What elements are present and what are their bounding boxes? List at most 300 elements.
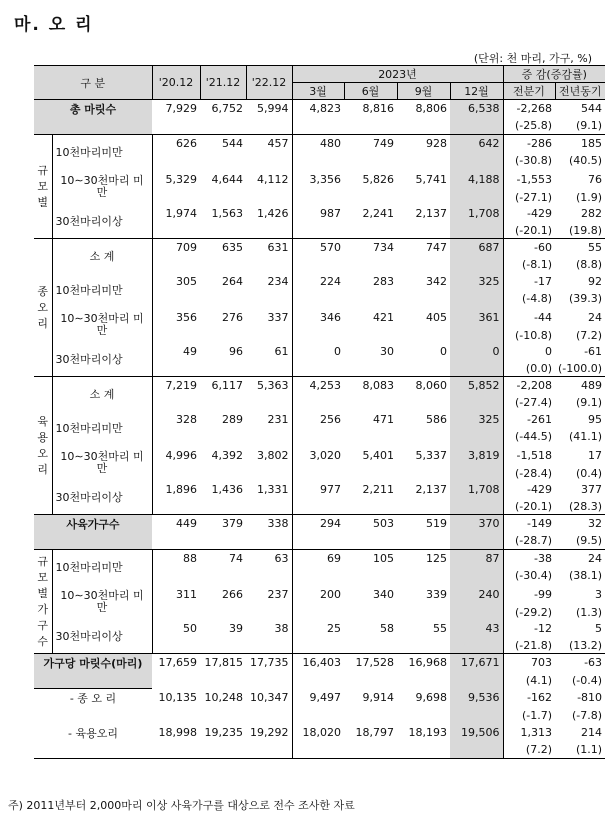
- empty-cell: [344, 638, 397, 654]
- empty-cell: [152, 568, 200, 584]
- value-cell: -38: [503, 550, 555, 568]
- empty-cell: [292, 672, 344, 689]
- value-cell: -149: [503, 515, 555, 533]
- value-dec-cell: 87: [450, 550, 503, 568]
- table-row: [34, 584, 605, 606]
- empty-cell: [397, 395, 450, 411]
- empty-cell: [450, 291, 503, 307]
- row-label: 30천마리이상: [52, 481, 152, 515]
- empty-cell: [292, 429, 344, 445]
- empty-cell: [344, 742, 397, 759]
- value-cell: 1,563: [211, 207, 243, 220]
- rate-cell: (9.5): [575, 534, 603, 548]
- value-cell: 503: [344, 515, 397, 533]
- rate-cell: (-44.5): [503, 429, 555, 445]
- value-cell: 342: [426, 275, 447, 288]
- row-label: 30천마리이상: [52, 620, 152, 654]
- value-cell: 92: [588, 275, 603, 288]
- value-cell: 18,797: [355, 726, 394, 739]
- row-label: 소 계: [52, 239, 152, 273]
- empty-cell: [246, 499, 292, 515]
- rate-cell: (13.2): [555, 638, 605, 654]
- rate-cell: (-4.8): [503, 291, 555, 307]
- header-c2212: '22.12: [246, 66, 292, 100]
- empty-cell: [292, 291, 344, 307]
- value-dec-cell: 240: [450, 584, 503, 606]
- empty-cell: [246, 533, 292, 550]
- row-label-pad: [34, 118, 152, 135]
- value-cell: 544: [555, 100, 605, 118]
- empty-cell: [344, 361, 397, 377]
- rate-cell: (-27.1): [503, 191, 555, 205]
- value-cell: 256: [320, 413, 341, 426]
- value-dec-cell: 1,708: [450, 205, 503, 223]
- value-cell: 9,914: [362, 691, 394, 704]
- value-cell: 305: [176, 275, 197, 288]
- empty-cell: [246, 257, 292, 273]
- empty-cell: [397, 568, 450, 584]
- table-row: [34, 239, 605, 257]
- empty-cell: [292, 361, 344, 377]
- table-row-rate: [34, 707, 605, 724]
- value-cell: 3,802: [246, 445, 292, 467]
- empty-cell: [200, 533, 246, 550]
- table-row: [34, 169, 605, 191]
- value-cell: 449: [152, 515, 200, 533]
- value-cell: -429: [503, 205, 555, 223]
- rate-cell: (-20.1): [503, 223, 555, 239]
- empty-cell: [344, 568, 397, 584]
- empty-cell: [246, 606, 292, 620]
- empty-cell: [344, 118, 397, 135]
- table-row-rate: [34, 118, 605, 135]
- empty-cell: [344, 291, 397, 307]
- rate-cell: (-29.2): [503, 606, 555, 620]
- value-dec-cell: 19,506: [450, 724, 503, 742]
- rate-cell: (-0.4): [572, 673, 603, 687]
- empty-cell: [397, 191, 450, 205]
- value-cell: 338: [246, 515, 292, 533]
- empty-cell: [397, 672, 450, 689]
- header-gubun: 구 분: [34, 66, 152, 100]
- row-label: 10천마리미만: [52, 135, 152, 169]
- empty-cell: [344, 429, 397, 445]
- empty-cell: [397, 533, 450, 550]
- rate-cell: (9.1): [575, 119, 603, 133]
- value-cell: 4,996: [165, 449, 197, 462]
- empty-cell: [200, 361, 246, 377]
- empty-cell: [397, 429, 450, 445]
- value-cell: 38: [246, 620, 292, 638]
- empty-cell: [292, 257, 344, 273]
- value-cell: 421: [373, 311, 394, 324]
- empty-cell: [344, 707, 397, 724]
- value-cell: 63: [246, 550, 292, 568]
- table-row: [34, 307, 605, 329]
- empty-cell: [246, 361, 292, 377]
- empty-cell: [344, 395, 397, 411]
- value-cell: 5: [595, 622, 603, 635]
- empty-cell: [397, 223, 450, 239]
- value-cell: 8,083: [344, 377, 397, 395]
- value-cell: -60: [503, 239, 555, 257]
- empty-cell: [450, 672, 503, 689]
- empty-cell: [152, 606, 200, 620]
- empty-cell: [200, 329, 246, 343]
- header-m9: 9월: [397, 83, 450, 100]
- empty-cell: [200, 568, 246, 584]
- table-row: [34, 689, 605, 707]
- empty-cell: [200, 395, 246, 411]
- empty-cell: [450, 606, 503, 620]
- table-row: [34, 724, 605, 742]
- group-label: 규모별 가구수: [34, 550, 52, 654]
- empty-cell: [450, 568, 503, 584]
- value-cell: 125: [397, 550, 450, 568]
- value-cell: 3,020: [309, 449, 341, 462]
- empty-cell: [200, 638, 246, 654]
- value-dec-cell: 43: [450, 620, 503, 638]
- empty-cell: [397, 467, 450, 481]
- empty-cell: [397, 153, 450, 169]
- value-cell: 4,112: [246, 169, 292, 191]
- empty-cell: [344, 606, 397, 620]
- empty-cell: [344, 257, 397, 273]
- value-cell: 61: [246, 343, 292, 361]
- value-cell: 214: [581, 726, 603, 739]
- empty-cell: [397, 291, 450, 307]
- value-cell: 480: [292, 135, 344, 153]
- value-cell: -12: [503, 620, 555, 638]
- empty-cell: [450, 742, 503, 759]
- value-cell: 7,929: [152, 100, 200, 118]
- value-cell: 5,337: [415, 449, 447, 462]
- row-label-pad: [34, 742, 152, 759]
- value-cell: 1,896: [165, 483, 197, 496]
- value-cell: 294: [292, 515, 344, 533]
- rate-cell: (38.1): [568, 569, 603, 582]
- empty-cell: [152, 638, 200, 654]
- value-cell: 55: [555, 239, 605, 257]
- value-cell: 1,331: [246, 481, 292, 499]
- empty-cell: [246, 707, 292, 724]
- empty-cell: [344, 153, 397, 169]
- rate-cell: (-7.8): [572, 708, 603, 722]
- rate-cell: (39.3): [568, 292, 603, 305]
- table-row: [34, 343, 605, 361]
- value-cell: -2,208: [503, 377, 555, 395]
- value-cell: 74: [200, 550, 246, 568]
- value-cell: 19,235: [204, 726, 243, 739]
- value-cell: -2,268: [503, 100, 555, 118]
- value-cell: -261: [503, 411, 555, 429]
- value-cell: 379: [200, 515, 246, 533]
- value-cell: 95: [588, 413, 603, 426]
- value-cell: 69: [292, 550, 344, 568]
- group-label: 종오리: [34, 239, 52, 377]
- header-2023: 2023년: [292, 66, 503, 83]
- value-cell: 8,806: [397, 100, 450, 118]
- empty-cell: [200, 467, 246, 481]
- table-row: [34, 411, 605, 429]
- empty-cell: [450, 257, 503, 273]
- value-cell: 734: [344, 239, 397, 257]
- value-cell: 24: [555, 550, 605, 568]
- empty-cell: [200, 291, 246, 307]
- value-dec-cell: 17,671: [450, 654, 503, 672]
- empty-cell: [292, 329, 344, 343]
- value-cell: 5,826: [362, 173, 394, 186]
- empty-cell: [397, 257, 450, 273]
- value-cell: 32: [555, 515, 605, 533]
- empty-cell: [152, 118, 200, 135]
- empty-cell: [246, 191, 292, 205]
- value-dec-cell: 370: [450, 515, 503, 533]
- rate-cell: (-100.0): [555, 361, 605, 377]
- value-dec-cell: 5,852: [450, 377, 503, 395]
- value-dec-cell: 3,819: [450, 445, 503, 467]
- empty-cell: [200, 606, 246, 620]
- group-label: 규모별: [34, 135, 52, 239]
- rate-cell: (-28.7): [503, 533, 555, 550]
- value-cell: -1,518: [503, 445, 555, 467]
- empty-cell: [246, 467, 292, 481]
- value-cell: 6,752: [200, 100, 246, 118]
- empty-cell: [450, 499, 503, 515]
- value-cell: 747: [397, 239, 450, 257]
- empty-cell: [246, 223, 292, 239]
- row-label: 10∼30천마리 미만: [52, 169, 152, 205]
- row-label: 30천마리이상: [52, 205, 152, 239]
- empty-cell: [397, 361, 450, 377]
- value-cell: 586: [426, 413, 447, 426]
- value-cell: 200: [320, 588, 341, 601]
- empty-cell: [246, 742, 292, 759]
- value-cell: 10,135: [158, 691, 197, 704]
- value-cell: 5,741: [415, 173, 447, 186]
- value-cell: 346: [320, 311, 341, 324]
- empty-cell: [292, 638, 344, 654]
- table-row: [34, 377, 605, 395]
- empty-cell: [344, 672, 397, 689]
- value-cell: 471: [373, 413, 394, 426]
- value-cell: 49: [183, 345, 197, 358]
- value-cell: 377: [581, 483, 603, 496]
- value-cell: 17,528: [344, 654, 397, 672]
- value-dec-cell: 9,536: [450, 689, 503, 707]
- value-cell: 58: [380, 622, 394, 635]
- empty-cell: [200, 672, 246, 689]
- empty-cell: [450, 153, 503, 169]
- value-cell: 282: [581, 207, 603, 220]
- rate-cell: (7.2): [575, 329, 603, 342]
- empty-cell: [152, 329, 200, 343]
- rate-cell: (19.8): [555, 223, 605, 239]
- value-cell: 289: [222, 413, 243, 426]
- table-row: [34, 620, 605, 638]
- row-label: - 육용오리: [68, 726, 118, 740]
- value-cell: 0: [334, 345, 341, 358]
- header-row: [34, 66, 605, 83]
- empty-cell: [344, 191, 397, 205]
- row-label: 가구당 마릿수(마리): [34, 654, 152, 672]
- empty-cell: [200, 707, 246, 724]
- rate-cell: (0.4): [575, 467, 603, 480]
- header-m3: 3월: [292, 83, 344, 100]
- value-cell: 5,994: [246, 100, 292, 118]
- value-cell: 1,974: [165, 207, 197, 220]
- value-cell: 18,193: [408, 726, 447, 739]
- value-dec-cell: 325: [450, 411, 503, 429]
- empty-cell: [397, 606, 450, 620]
- empty-cell: [200, 257, 246, 273]
- value-dec-cell: 1,708: [450, 481, 503, 499]
- empty-cell: [344, 499, 397, 515]
- empty-cell: [246, 672, 292, 689]
- value-cell: 18,998: [158, 726, 197, 739]
- empty-cell: [246, 638, 292, 654]
- rate-cell: (1.3): [575, 606, 603, 619]
- row-label: 10천마리미만: [52, 411, 152, 445]
- table-row-rate: [34, 533, 605, 550]
- value-dec-cell: 361: [450, 307, 503, 329]
- empty-cell: [292, 707, 344, 724]
- empty-cell: [152, 499, 200, 515]
- value-cell: 703: [503, 654, 555, 672]
- rate-cell: (-30.8): [503, 153, 555, 169]
- value-dec-cell: 642: [450, 135, 503, 153]
- value-cell: 4,823: [292, 100, 344, 118]
- value-cell: 4,392: [211, 449, 243, 462]
- empty-cell: [292, 153, 344, 169]
- value-cell: 30: [380, 345, 394, 358]
- rate-cell: (1.9): [575, 191, 603, 204]
- empty-cell: [292, 223, 344, 239]
- rate-cell: (-21.8): [503, 638, 555, 654]
- value-cell: 76: [588, 173, 603, 186]
- value-cell: 4,644: [211, 173, 243, 186]
- value-cell: 2,137: [415, 207, 447, 220]
- value-cell: 266: [222, 588, 243, 601]
- value-cell: 264: [222, 275, 243, 288]
- value-cell: 2,211: [362, 483, 394, 496]
- empty-cell: [200, 429, 246, 445]
- empty-cell: [450, 118, 503, 135]
- empty-cell: [292, 118, 344, 135]
- value-cell: -99: [503, 584, 555, 606]
- empty-cell: [344, 533, 397, 550]
- rate-cell: (-28.4): [503, 467, 555, 481]
- header-m12: 12월: [450, 83, 503, 100]
- value-cell: -61: [584, 345, 603, 358]
- rate-cell: (28.3): [555, 499, 605, 515]
- table-row: [34, 205, 605, 223]
- value-cell: 39: [229, 622, 243, 635]
- value-cell: 1,436: [211, 483, 243, 496]
- value-cell: 2,241: [362, 207, 394, 220]
- rate-cell: (-30.4): [503, 568, 555, 584]
- empty-cell: [292, 742, 344, 759]
- value-cell: 19,292: [246, 724, 292, 742]
- value-cell: 185: [555, 135, 605, 153]
- empty-cell: [152, 707, 200, 724]
- empty-cell: [200, 742, 246, 759]
- empty-cell: [200, 223, 246, 239]
- empty-cell: [152, 672, 200, 689]
- header-m6: 6월: [344, 83, 397, 100]
- value-cell: 88: [152, 550, 200, 568]
- empty-cell: [292, 533, 344, 550]
- value-cell: 1,426: [246, 205, 292, 223]
- value-cell: 337: [246, 307, 292, 329]
- value-cell: 17,815: [200, 654, 246, 672]
- row-label: 총 마릿수: [34, 100, 152, 118]
- value-cell: 10,248: [204, 691, 243, 704]
- empty-cell: [450, 638, 503, 654]
- table-row: [34, 515, 605, 533]
- value-cell: 276: [222, 311, 243, 324]
- value-cell: 457: [246, 135, 292, 153]
- table-row: [34, 135, 605, 153]
- value-cell: 2,137: [415, 483, 447, 496]
- duck-statistics-table: [34, 65, 605, 759]
- empty-cell: [246, 568, 292, 584]
- row-label: 소 계: [52, 377, 152, 411]
- table-row: [34, 100, 605, 118]
- row-label: 사육가구수: [34, 515, 152, 533]
- value-cell: -63: [555, 654, 605, 672]
- empty-cell: [397, 499, 450, 515]
- value-dec-cell: 325: [450, 273, 503, 291]
- empty-cell: [246, 291, 292, 307]
- empty-cell: [292, 467, 344, 481]
- empty-cell: [152, 742, 200, 759]
- empty-cell: [246, 118, 292, 135]
- empty-cell: [152, 533, 200, 550]
- value-cell: 9,698: [415, 691, 447, 704]
- value-cell: -17: [503, 273, 555, 291]
- value-dec-cell: 4,188: [450, 169, 503, 191]
- empty-cell: [450, 467, 503, 481]
- value-cell: 4,253: [292, 377, 344, 395]
- value-cell: 709: [152, 239, 200, 257]
- rate-cell: (7.2): [503, 742, 555, 759]
- value-cell: 9,497: [309, 691, 341, 704]
- value-cell: 18,020: [302, 726, 341, 739]
- empty-cell: [450, 361, 503, 377]
- rate-cell: (0.0): [503, 361, 555, 377]
- value-cell: -162: [503, 689, 555, 707]
- value-cell: 105: [344, 550, 397, 568]
- empty-cell: [450, 533, 503, 550]
- empty-cell: [292, 191, 344, 205]
- empty-cell: [246, 395, 292, 411]
- empty-cell: [200, 191, 246, 205]
- header-c2012: '20.12: [152, 66, 200, 100]
- empty-cell: [450, 223, 503, 239]
- row-label-pad: [34, 672, 152, 689]
- empty-cell: [292, 395, 344, 411]
- header-qoq: 전분기: [503, 83, 555, 100]
- rate-cell: (-10.8): [503, 329, 555, 343]
- empty-cell: [450, 395, 503, 411]
- empty-cell: [152, 223, 200, 239]
- empty-cell: [200, 118, 246, 135]
- value-cell: 234: [246, 273, 292, 291]
- rate-cell: (4.1): [503, 672, 555, 689]
- empty-cell: [292, 568, 344, 584]
- value-cell: 16,968: [397, 654, 450, 672]
